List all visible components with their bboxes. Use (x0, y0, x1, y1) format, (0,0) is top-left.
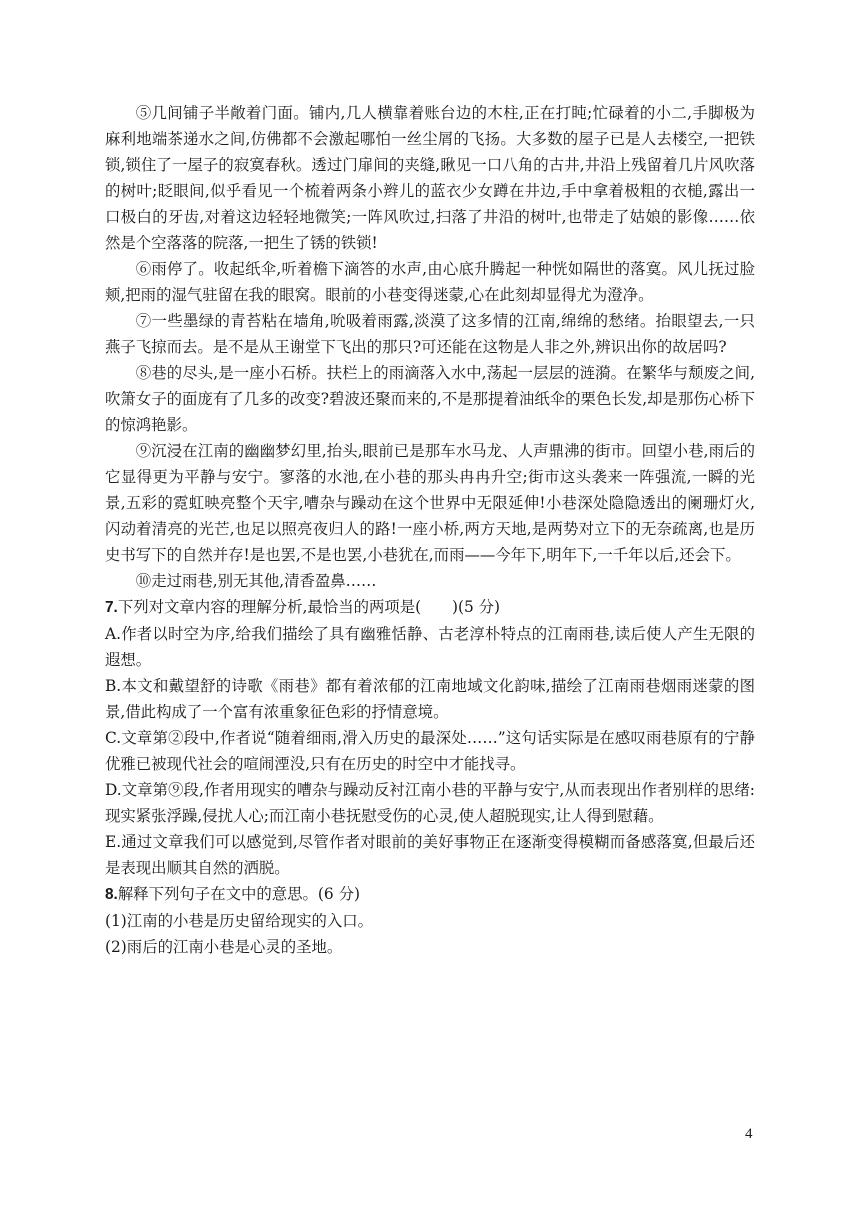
question-7-option-c: C.文章第②段中,作者说“随着细雨,滑入历史的最深处……”这句话实际是在感叹雨巷原有的宁静优雅已被现代社会的喧闹湮没,只有在历史的时空中才能找寻。 (105, 729, 755, 773)
question-7-option-b: B.本文和戴望舒的诗歌《雨巷》都有着浓郁的江南地域文化韵味,描绘了江南雨巷烟雨迷蒙的图景,借此构成了一个富有浓重象征色彩的抒情意境。 (105, 677, 755, 721)
paragraph-6: ⑥雨停了。收起纸伞,听着檐下滴答的水声,由心底升腾起一种恍如隔世的落寞。风儿抚过脸颊,把雨的湿气驻留在我的眼窝。眼前的小巷变得迷蒙,心在此刻却显得尤为澄净。 (105, 260, 755, 304)
question-8-text: 解释下列句子在文中的意思。(6 分) (117, 885, 361, 903)
paragraph-10: ⑩走过雨巷,别无其他,清香盈鼻…… (135, 572, 377, 590)
paragraph-7: ⑦一些墨绿的青苔粘在墙角,吮吸着雨露,淡漠了这多情的江南,绵绵的愁绪。抬眼望去,一只燕子飞掠而去。是不是从王谢堂下飞出的那只?可还能在这物是人非之外,辨识出你的故居吗? (105, 312, 755, 356)
question-8-item-2: (2)雨后的江南小巷是心灵的圣地。 (105, 938, 343, 956)
question-7-option-d: D.文章第⑨段,作者用现实的嘈杂与躁动反衬江南小巷的平静与安宁,从而表现出作者别样的思绪:现实紧张浮躁,侵扰人心;而江南小巷抚慰受伤的心灵,使人超脱现实,让人得到慰藉。 (105, 781, 755, 825)
paragraph-5: ⑤几间铺子半敞着门面。铺内,几人横靠着账台边的木柱,正在打盹;忙碌着的小二,手脚极为麻利地端茶递水之间,仿佛都不会激起哪怕一丝尘屑的飞扬。大多数的屋子已是人去楼空,一把铁锁,锁住了一屋子的寂寞春秋。透过门扉间的夹缝,瞅见一口八角的古井,井沿上残留着几片风吹落的树叶;眨眼间,似乎看见一个梳着两条小辫儿的蓝衣少女蹲在井边,手中拿着极粗的衣槌,露出一口极白的牙齿,对着这边轻轻地微笑;一阵风吹过,扫落了井沿的树叶,也带走了姑娘的影像……依然是个空落落的院落,一把生了锈的铁锁! (105, 104, 755, 252)
question-7-option-a: A.作者以时空为序,给我们描绘了具有幽雅恬静、古老淳朴特点的江南雨巷,读后使人产生无限的遐想。 (105, 625, 755, 669)
question-7-text: 下列对文章内容的理解分析,最恰当的两项是( )(5 分) (117, 598, 501, 616)
paragraph-8: ⑧巷的尽头,是一座小石桥。扶栏上的雨滴落入水中,荡起一层层的涟漪。在繁华与颓废之间,吹箫女子的面庞有了几多的改变?碧波还聚而来的,不是那提着油纸伞的栗色长发,却是那伤心桥下的惊鸿艳影。 (105, 364, 755, 434)
question-8-item-1: (1)江南的小巷是历史留给现实的入口。 (105, 912, 374, 930)
page-number: 4 (745, 1126, 753, 1142)
question-7-stem (105, 594, 755, 621)
question-7-option-e: E.通过文章我们可以感觉到,尽管作者对眼前的美好事物正在逐渐变得模糊而备感落寞,但最后还是表现出顺其自然的洒脱。 (105, 833, 755, 877)
question-8-stem (105, 881, 755, 908)
paragraph-9: ⑨沉浸在江南的幽幽梦幻里,抬头,眼前已是那车水马龙、人声鼎沸的街市。回望小巷,雨后的它显得更为平静与安宁。寥落的水池,在小巷的那头冉冉升空;街市这头袭来一阵强流,一瞬的光景,五彩的霓虹映亮整个天宇,嘈杂与躁动在这个世界中无限延伸!小巷深处隐隐透出的阑珊灯火,闪动着清亮的光芒,也足以照亮夜归人的路!一座小桥,两方天地,是两势对立下的无奈疏离,也是历史书写下的自然并存!是也罢,不是也罢,小巷犹在,而雨——今年下,明年下,一千年以后,还会下。 (105, 442, 755, 564)
question-7-number: 7. (105, 599, 118, 616)
document-page (105, 100, 755, 960)
question-8-number: 8. (105, 886, 118, 903)
